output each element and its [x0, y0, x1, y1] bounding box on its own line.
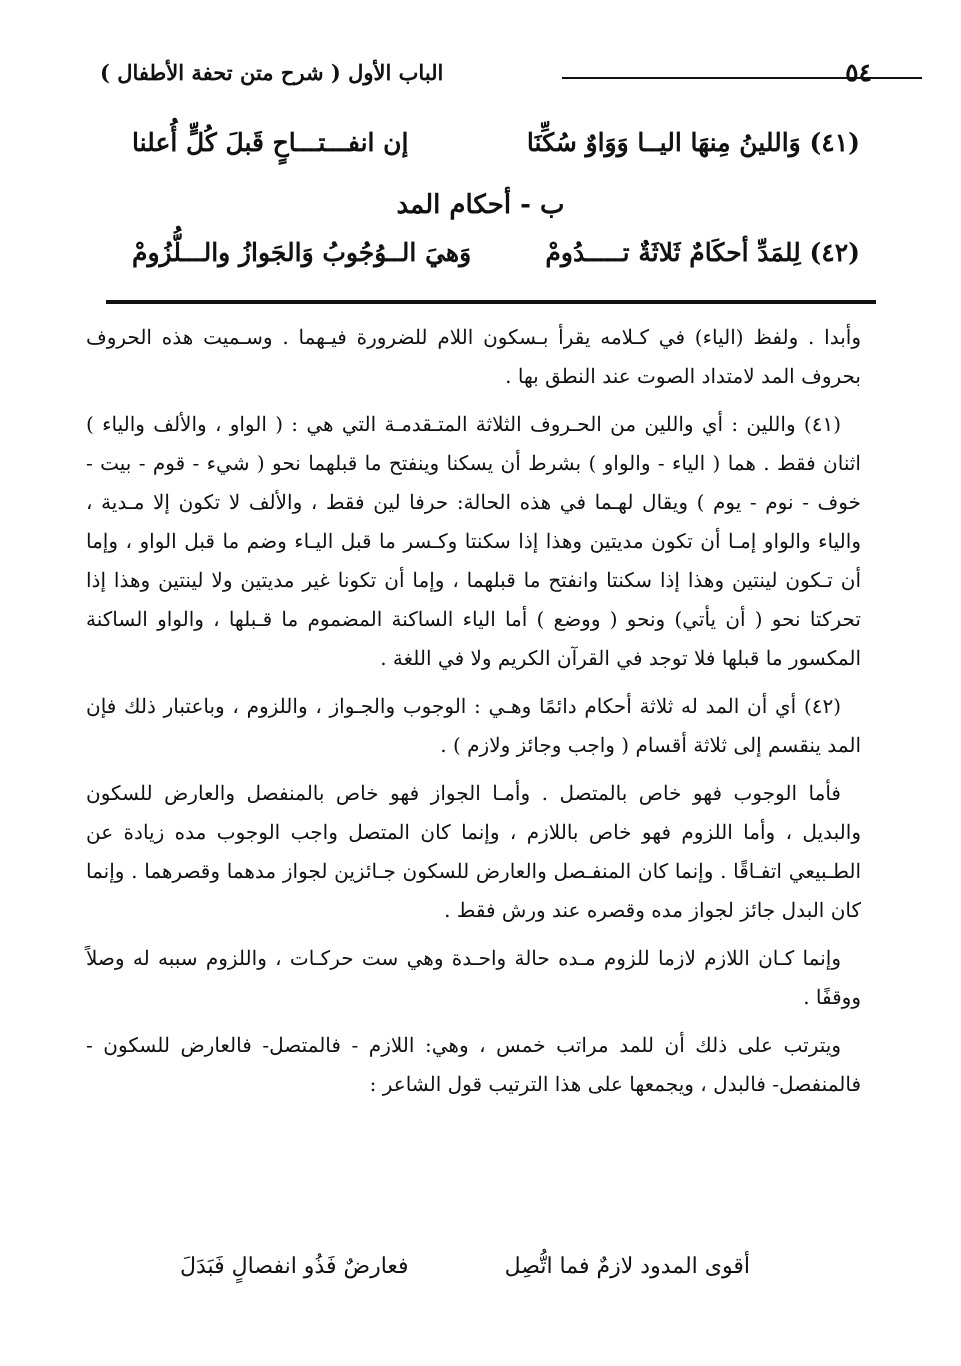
- verse-line-42: [100, 238, 860, 284]
- paragraph: وإنما كـان اللازم لازما للزوم مـده حالة واحـدة وهي ست حركـات ، واللزوم سببه له وصلاً ووقفًا .: [86, 946, 861, 1009]
- poem-first-hemistich: أقوى المدود لازمٌ فما اتُّصِل: [504, 1254, 750, 1279]
- poem-line: [150, 1254, 750, 1294]
- header-rule: [562, 77, 922, 79]
- verse-second-hemistich: وَهيَ الــوُجُوبُ وَالجَوازُ والـــلُّزُومْ: [132, 238, 472, 267]
- poem-second-hemistich: فعارضٌ فَذُو انفصالٍ فَبَدَلَ: [180, 1254, 409, 1279]
- verse-line-41: [100, 128, 860, 174]
- paragraph: ويترتب على ذلك أن للمد مراتب خمس ، وهي: اللازم - فالمتصل- فالعارض للسكون - فالمنفصل- فالبدل ، ويجمعها على هذا الترتيب قول الشاعر :: [86, 1033, 861, 1096]
- paragraph: فأما الوجوب فهو خاص بالمتصل . وأمـا الجواز فهو خاص بالمنفصل والعارض للسكون والبديل ، وأما اللزوم فهو خاص باللازم ، وإنما كان المتصل واجب الوجوب مده زيادة عن الطـبيعي اتفـاقًا . وإنما كان المنفـصل والعارض للسكون جـائزين لجواز مدهما وقصرهما . وإنما كان البدل جائز لجواز مده وقصره عند ورش فقط .: [86, 781, 861, 922]
- paragraph: (٤٢) أي أن المد له ثلاثة أحكام دائمًا وهـي : الوجوب والجـواز ، واللزوم ، وباعتبار ذلك فإن المد ينقسم إلى ثلاثة أقسام ( واجب وجائز ولازم ) .: [86, 694, 861, 757]
- section-heading: ب - أحكام المد: [396, 190, 565, 220]
- verse-first-hemistich: (٤١) وَاللينُ مِنهَا اليــا وَوَاوٌ سُكِّنَا: [526, 128, 860, 157]
- section-divider: [106, 300, 876, 304]
- page-header: [100, 56, 880, 96]
- page-number: ٥٤: [845, 58, 872, 87]
- paragraph: (٤١) واللين : أي واللين من الحـروف الثلاثة المتـقدمـة التي هي : ( الواو ، والألف والياء ) اثنان فقط . هما ( الياء - والواو ) بشرط أن يسكنا وينفتح ما قبلهما نحو ( شيء - قوم - بيت - خوف - نوم - يوم ) ويقال لهـما في هذه الحالة: حرفا لين فقط ، والألف لا تكون إلا مـدية ، والياء والواو إمـا أن تكون مديتين وهذا إذا سكنتا وكـسر ما قبل اليـاء وضم ما قبل الواو ، وإما أن تـكون لينتين وهذا إذا سكنتا وانفتح ما قبلهما ، وإما أن تكونا غير مديتين ولا لينتين وهذا إذا تحركتا نحو ( أن يأتي) ونحو ( ووضع ) أما الياء الساكنة المضموم ما قـبلها ، والواو الساكنة المكسور ما قبلها فلا توجد في القرآن الكريم ولا في اللغة .: [86, 412, 861, 670]
- commentary-body: [86, 318, 861, 1113]
- running-title: الباب الأول ( شرح متن تحفة الأطفال ): [100, 60, 444, 85]
- paragraph: وأبدا . ولفظ (الياء) في كـلامه يقرأ بـسكون اللام للضرورة فيـهما . وسـميت هذه الحروف بحروف المد لامتداد الصوت عند النطق بها .: [86, 325, 861, 388]
- verse-first-hemistich: (٤٢) لِلمَدِّ أحكَامٌ ثَلاثَةٌ تـــــدُومْ: [545, 238, 860, 267]
- verse-second-hemistich: إن انفـــتـــاحٍ قَبلَ كُلٍّ أُعلنا: [132, 128, 409, 157]
